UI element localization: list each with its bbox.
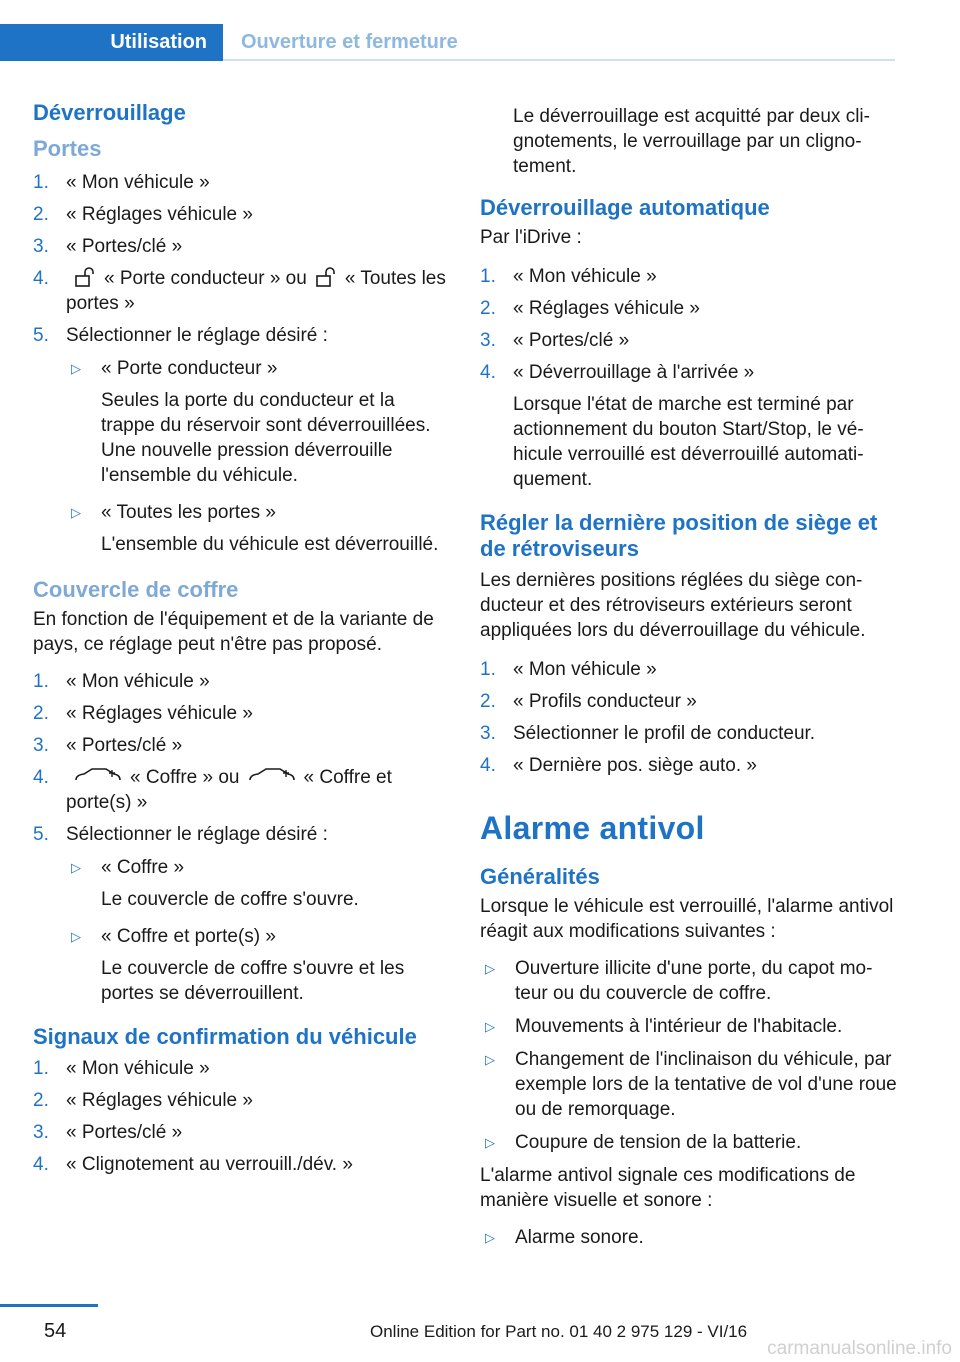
list-alarme-signals [480, 1225, 898, 1250]
right-column [480, 104, 898, 1258]
heading-signaux-confirmation: Signaux de confirmation du véhicule [33, 1024, 417, 1049]
list-item: 2. « Réglages véhicule » [480, 298, 700, 319]
lock-icon [315, 267, 337, 287]
list-item: 1. « Mon véhicule » [480, 659, 657, 680]
bullet-icon: ▷ [485, 1019, 495, 1034]
options-coffre [66, 855, 453, 1006]
list-siege [480, 657, 898, 778]
list-item: 4. « Coffre » ou « Coffre et porte(s) » [33, 767, 392, 813]
auto-intro: Par l'iDrive : [480, 227, 582, 248]
list-item: ▷ Ouverture illicite d'une porte, du capot moteur ou du couvercle de coffre. [485, 958, 873, 1004]
list-item: 2. « Réglages véhicule » [33, 703, 253, 724]
list-portes [33, 170, 453, 557]
heading-derniere-position: Régler la dernière position de siège et de rétroviseurs [480, 510, 878, 561]
list-item: 1. « Mon véhicule » [33, 172, 210, 193]
alarme-intro: Lorsque le véhicule est verrouillé, l'alarme antivol réagit aux modifications suivantes : [480, 896, 894, 942]
list-item: 4. « Porte conducteur » ou « Toutes les portes » [33, 268, 446, 314]
list-item: 3. « Portes/clé » [33, 1122, 183, 1143]
list-item: 3. « Portes/clé » [33, 735, 183, 756]
bullet-icon: ▷ [71, 929, 81, 944]
section-title-deverrouillage: Déverrouillage [33, 100, 186, 125]
list-item: ▷ « Toutes les portes » L'ensemble du véhicule est déverrouillé. [71, 502, 439, 555]
heading-couvercle-coffre: Couvercle de coffre [33, 577, 239, 602]
list-item: 4. « Dernière pos. siège auto. » [480, 755, 757, 776]
page-header [0, 24, 895, 61]
list-item: 5. Sélectionner le réglage désiré : ▷ « Coffre » Le couvercle de coffre s'ouvre. ▷ « Coffre et porte(s) » Le couvercle de coffre s'ouvre et les portes se déverrouillent. [33, 822, 453, 1006]
watermark: carmanualsonline.info [767, 1338, 952, 1359]
bullet-icon: ▷ [71, 505, 81, 520]
footer-edition: Online Edition for Part no. 01 40 2 975 129 - VI/16 [370, 1322, 748, 1341]
list-signaux [33, 1056, 453, 1177]
list-item: 3. Sélectionner le profil de conducteur. [480, 723, 816, 744]
car-icon [248, 766, 296, 786]
title-alarme-antivol: Alarme antivol [480, 810, 705, 846]
tab-utilisation: Utilisation [0, 24, 223, 61]
list-auto [480, 264, 898, 492]
left-column [33, 100, 453, 1187]
footer-divider [0, 1304, 98, 1307]
alarme-signal: L'alarme antivol signale ces modifications de manière visuelle et sonore : [480, 1165, 856, 1211]
list-item: ▷ « Coffre et porte(s) » Le couvercle de coffre s'ouvre et les portes se déverrouillent. [71, 926, 405, 1004]
bullet-icon: ▷ [485, 1230, 495, 1245]
list-item: 3. « Portes/clé » [480, 330, 630, 351]
list-coffre [33, 669, 453, 1006]
coffre-intro: En fonction de l'équipement et de la variante de pays, ce réglage peut n'être pas proposé. [33, 609, 434, 655]
list-item: ▷ Coupure de tension de la batterie. [485, 1132, 802, 1153]
list-item: ▷ Mouvements à l'intérieur de l'habitacle. [485, 1016, 843, 1037]
list-item: 1. « Mon véhicule » [480, 266, 657, 287]
heading-deverrouillage-automatique: Déverrouillage automatique [480, 195, 770, 220]
list-item: ▷ Alarme sonore. [485, 1227, 644, 1248]
list-item: 4. « Clignotement au verrouill./dév. » [33, 1154, 353, 1175]
list-item: 4. « Déverrouillage à l'arrivée » Lorsque l'état de marche est terminé par actionnement du bouton Start/Stop, le véhicule verrouillé est déverrouillé automatiquement. [480, 362, 864, 490]
list-item: ▷ « Porte conducteur » Seules la porte du conducteur et la trappe du réservoir sont déverrouillées. Une nouvelle pression déverrouille l'ensemble du véhicule. [71, 358, 431, 486]
header-divider [223, 59, 895, 61]
options-portes [66, 356, 453, 557]
bullet-icon: ▷ [71, 361, 81, 376]
list-alarme-events [480, 956, 898, 1155]
list-item: 2. « Profils conducteur » [480, 691, 697, 712]
list-item: 1. « Mon véhicule » [33, 1058, 210, 1079]
bullet-icon: ▷ [485, 1052, 495, 1067]
lock-icon [74, 267, 96, 287]
siege-intro: Les dernières positions réglées du siège conducteur et des rétroviseurs extérieurs seront appliquées lors du déverrouillage du véhicule. [480, 570, 866, 641]
bullet-icon: ▷ [485, 961, 495, 976]
signaux-continuation: Le déverrouillage est acquitté par deux clignotements, le verrouillage par un clignotement. [513, 106, 870, 177]
list-item: 1. « Mon véhicule » [33, 671, 210, 692]
heading-portes: Portes [33, 136, 102, 161]
heading-generalites: Généralités [480, 864, 600, 889]
bullet-icon: ▷ [71, 860, 81, 875]
list-item: ▷ Changement de l'inclinaison du véhicule, par exemple lors de la tentative de vol d'une roue ou de remorquage. [485, 1049, 897, 1120]
car-icon [74, 766, 122, 786]
list-item: 5. Sélectionner le réglage désiré : ▷ « Porte conducteur » Seules la porte du conducteur et la trappe du réservoir sont déverrouillées. Une nouvelle pression déverrouille l'ensemble du véhicule. ▷ « Toutes les portes » L'ensemble du véhicule est déverrouillé. [33, 323, 453, 557]
list-item: 3. « Portes/clé » [33, 236, 183, 257]
page-number: 54 [44, 1320, 67, 1342]
list-item: ▷ « Coffre » Le couvercle de coffre s'ouvre. [71, 857, 359, 910]
bullet-icon: ▷ [485, 1135, 495, 1150]
tab-ouverture-fermeture: Ouverture et fermeture [241, 31, 458, 53]
list-item: 2. « Réglages véhicule » [33, 204, 253, 225]
list-item: 2. « Réglages véhicule » [33, 1090, 253, 1111]
